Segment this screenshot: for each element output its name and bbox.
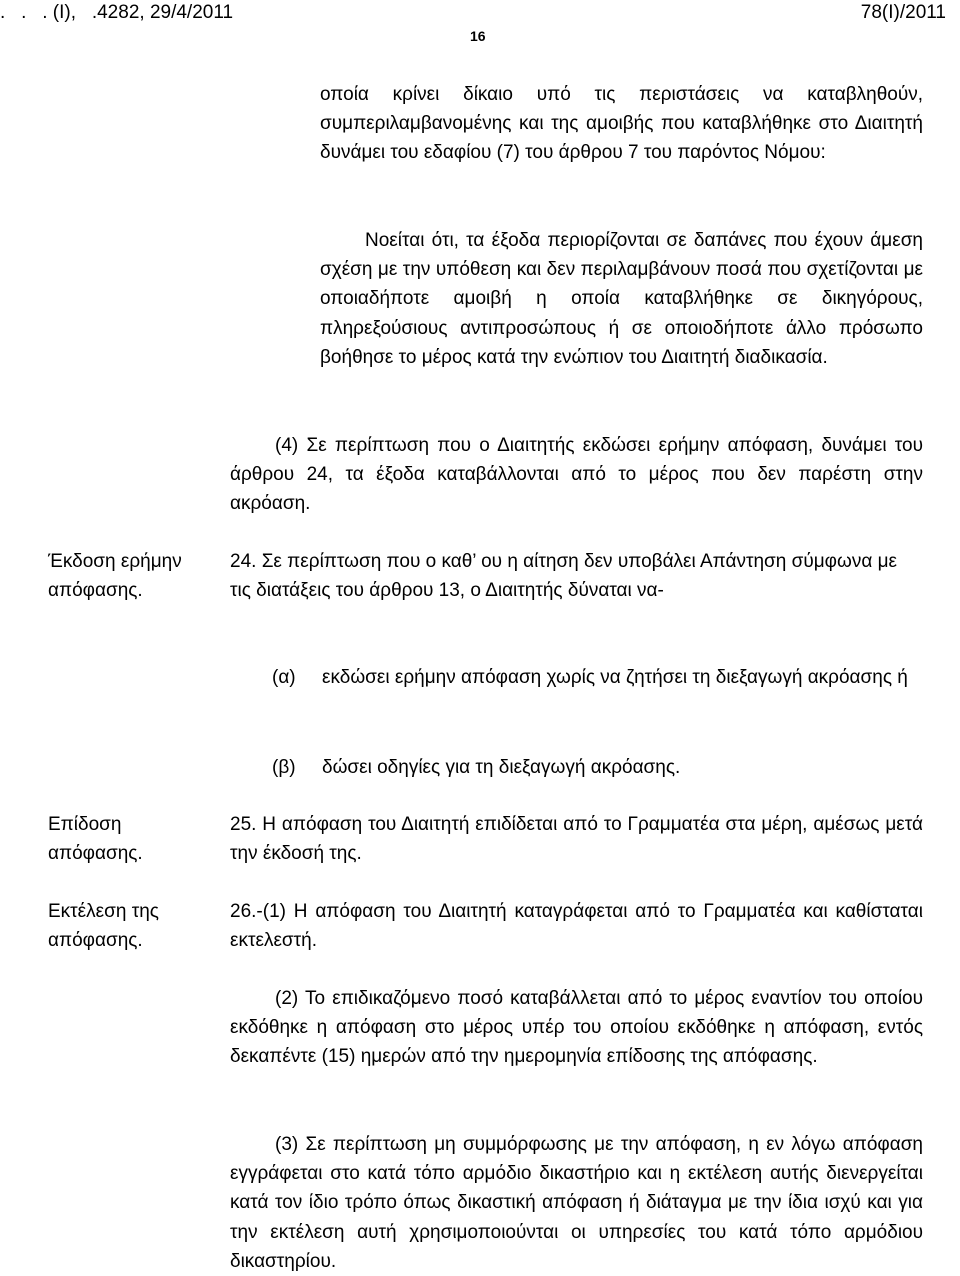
item-text-a: εκδώσει ερήμην απόφαση χωρίς να ζητήσει τη διεξαγωγή ακρόασης ή [322, 667, 908, 688]
gazette-reference: . . . (Ι), .4282, 29/4/2011 [0, 2, 234, 23]
section-24: 24. Σε περίπτωση που ο καθ’ ου η αίτηση δεν υποβάλει Απάντηση σύμφωνα με τις διατάξεις του άρθρου 13, ο Διαιτητής δύναται να- [230, 551, 898, 602]
section-26-2: (2) Το επιδικαζόμενο ποσό καταβάλλεται από το μέρος εναντίον του οποίου εκδόθηκε η απόφαση στο μέρος υπέρ του οποίου εκδόθηκε η απόφαση, εντός δεκαπέντε (15) ημερών από την ημερομηνία επίδοσης της απόφασης. [230, 988, 923, 1068]
item-label-b: (β) [272, 757, 296, 778]
law-number: 78(Ι)/2011 [860, 2, 946, 23]
margin-note-service: Επίδοση απόφασης. [48, 814, 143, 864]
page-number: 16 [470, 28, 486, 44]
paragraph-continuation: οποία κρίνει δίκαιο υπό τις περιστάσεις να καταβληθούν, συμπεριλαμβανομένης και της αμοιβής που καταβλήθηκε στο Διαιτητή δυνάμει του εδαφίου (7) του άρθρου 7 του παρόντος Νόμου: [320, 84, 923, 164]
margin-note-enforcement: Εκτέλεση της απόφασης. [48, 901, 159, 951]
subsection-4: (4) Σε περίπτωση που ο Διαιτητής εκδώσει ερήμην απόφαση, δυνάμει του άρθρου 24, τα έξοδα καταβάλλονται από το μέρος που δεν παρέστη στην ακρόαση. [230, 435, 923, 515]
item-label-a: (α) [272, 667, 296, 688]
section-25: 25. Η απόφαση του Διαιτητή επιδίδεται από το Γραμματέα στα μέρη, αμέσως μετά την έκδοσή της. [230, 814, 923, 865]
margin-note-default-decision: Έκδοση ερήμην απόφασης. [48, 551, 182, 601]
item-text-b: δώσει οδηγίες για τη διεξαγωγή ακρόασης. [322, 757, 681, 778]
section-26-3: (3) Σε περίπτωση μη συμμόρφωσης με την απόφαση, η εν λόγω απόφαση εγγράφεται στο κατά τόπο αρμόδιο δικαστήριο και η εκτέλεση αυτής διενεργείται κατά τον ίδιο τρόπο όπως δικαστική απόφαση ή διάταγμα με την ίδια ισχύ και για την εκτέλεση αυτή χρησιμοποιούνται οι υπηρεσίες του κατά τόπο αρμόδιου δικαστηρίου. [230, 1134, 923, 1272]
paragraph-proviso: Νοείται ότι, τα έξοδα περιορίζονται σε δαπάνες που έχουν άμεση σχέση με την υπόθεση και δεν περιλαμβάνουν ποσά που σχετίζονται με οποιαδήποτε αμοιβή η οποία καταβλήθηκε σε δικηγόρους, πληρεξούσιους αντιπροσώπους ή σε οποιοδήποτε άλλο πρόσωπο βοήθησε το μέρος κατά την ενώπιον του Διαιτητή διαδικασία. [320, 230, 923, 368]
section-26-1: 26.-(1) Η απόφαση του Διαιτητή καταγράφεται από το Γραμματέα και καθίσταται εκτελεστή. [230, 901, 923, 952]
